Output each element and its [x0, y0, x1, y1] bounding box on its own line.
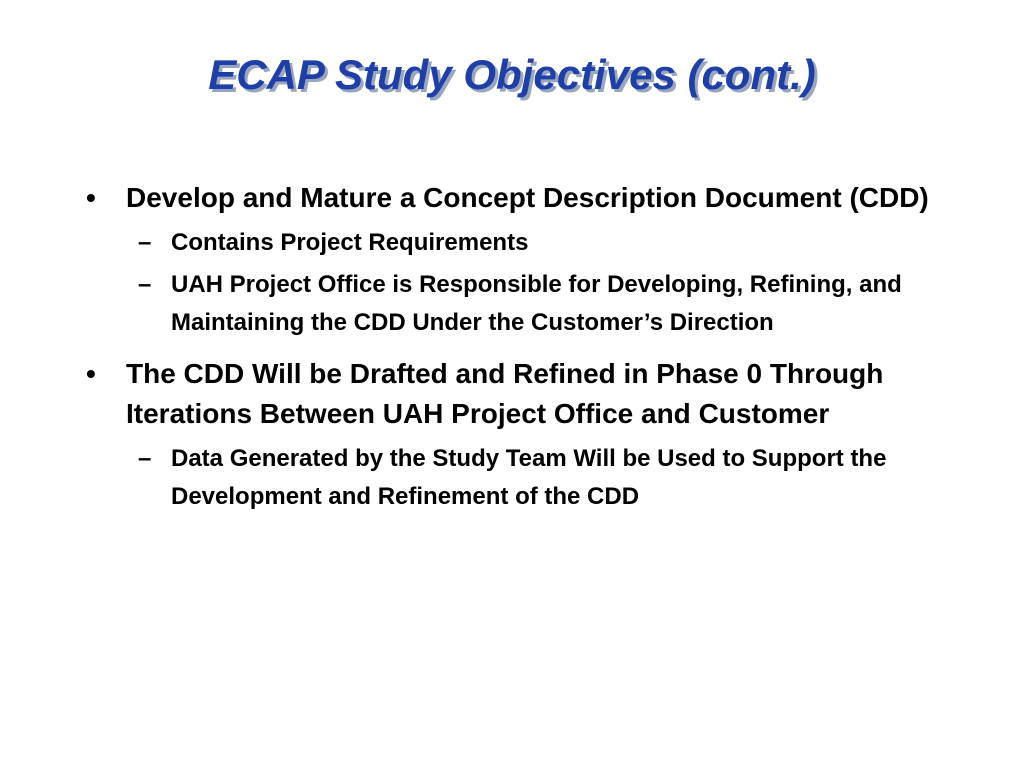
sub-bullet-marker: –	[138, 229, 152, 256]
sub-bullet-item-2-1	[84, 440, 964, 516]
bullet-marker: •	[86, 182, 96, 213]
sub-bullet-text: Data Generated by the Study Team Will be Used to Support the Development and Refinement of the CDD	[171, 445, 887, 510]
sub-bullet-item-1-2	[84, 266, 964, 342]
bullet-item-2	[84, 354, 964, 434]
spacer	[84, 346, 964, 354]
bullet-text: The CDD Will be Drafted and Refined in Phase 0 Through Iterations Between UAH Project Office and Customer	[126, 358, 884, 429]
slide-content	[84, 178, 964, 520]
slide-title: ECAP Study Objectives (cont.)	[208, 51, 816, 98]
bullet-marker: •	[86, 358, 96, 389]
bullet-item-1	[84, 178, 964, 218]
sub-bullet-text: Contains Project Requirements	[171, 229, 529, 256]
sub-bullet-marker: –	[138, 271, 152, 298]
sub-bullet-marker: –	[138, 445, 152, 472]
sub-bullet-item-1-1	[84, 224, 964, 262]
sub-bullet-text: UAH Project Office is Responsible for Developing, Refining, and Maintaining the CDD Under the Customer’s Direction	[171, 271, 902, 336]
bullet-text: Develop and Mature a Concept Description Document (CDD)	[126, 182, 929, 213]
